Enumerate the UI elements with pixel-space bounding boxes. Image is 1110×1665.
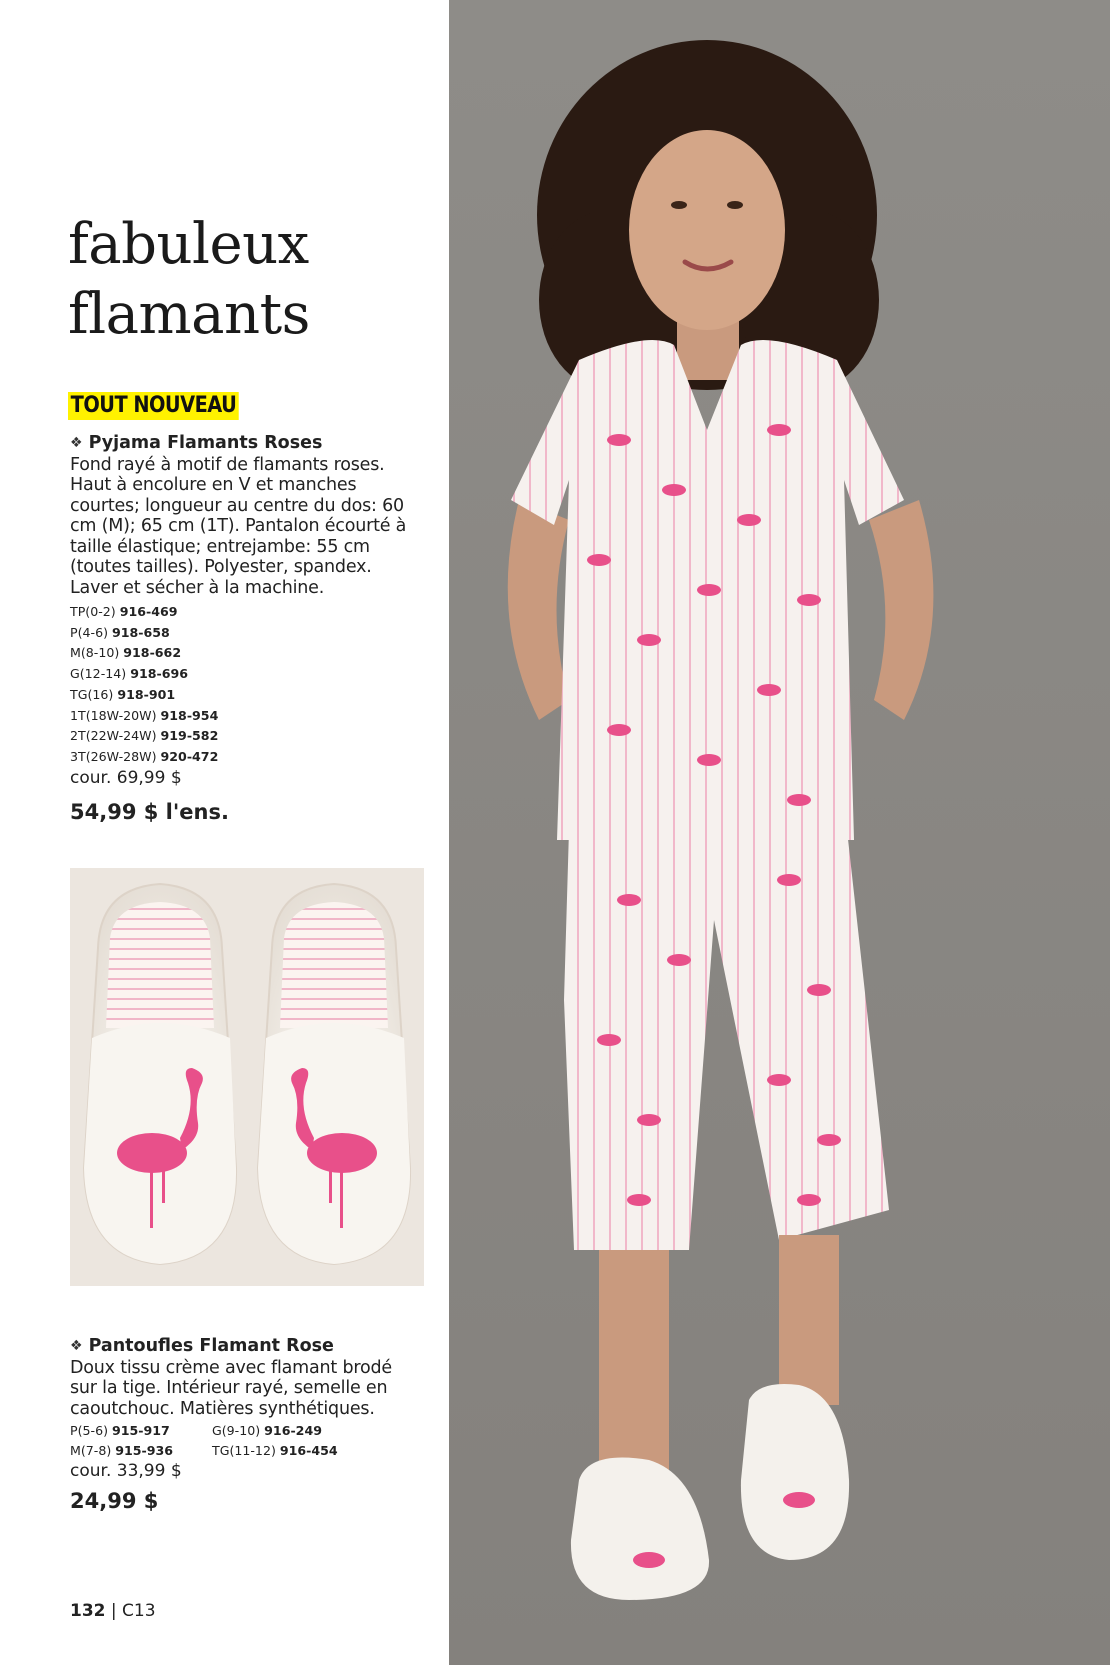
new-badge: TOUT NOUVEAU <box>68 392 239 420</box>
pyjama-regular-price: cour. 69,99 $ <box>70 767 182 788</box>
model-image <box>449 0 1110 1665</box>
slippers-title <box>70 1336 410 1357</box>
sku-row: P(4-6) 918-658 <box>70 624 170 640</box>
slippers-sale-price: 24,99 $ <box>70 1489 159 1513</box>
left-slipper <box>84 884 236 1264</box>
pyjama-product <box>70 433 410 825</box>
footer-separator: | <box>110 1601 117 1621</box>
headline-line-2: flamants <box>68 282 310 347</box>
pyjama-title <box>70 433 410 454</box>
page-number: 132 <box>70 1601 106 1621</box>
catalog-code: C13 <box>122 1601 156 1621</box>
pyjama-sale-price: 54,99 $ l'ens. <box>70 799 229 824</box>
slippers-sku-grid <box>70 1421 410 1461</box>
page-footer <box>70 1601 156 1621</box>
sku-row: TG(11-12) 916-454 <box>212 1443 338 1458</box>
slippers-image <box>70 868 424 1286</box>
sku-row: TP(0-2) 916-469 <box>70 604 178 619</box>
sku-row: 3T(26W-28W) 920-472 <box>70 748 219 764</box>
sku-row: G(12-14) 918-696 <box>70 666 188 682</box>
diamond-bullet-icon: ❖ <box>70 1338 83 1354</box>
sku-row: 2T(22W-24W) 919-582 <box>70 728 219 744</box>
headline-line-1: fabuleux <box>68 212 309 277</box>
right-slipper <box>258 884 410 1264</box>
slippers-photo <box>70 868 424 1286</box>
slippers-regular-price: cour. 33,99 $ <box>70 1461 182 1481</box>
pyjama-description: Fond rayé à motif de flamants roses. Haut à encolure en V et manches courtes; longueur au centre du dos: 60 cm (M); 65 cm (1T). Pantalon écourté à taille élastique; entrejambe: 55 cm (toutes tailles). Polyester, spandex. Laver et sécher à la machine. <box>70 454 407 598</box>
sku-row: M(7-8) 915-936 <box>70 1443 174 1458</box>
slippers-product <box>70 1336 410 1514</box>
sku-row: TG(16) 918-901 <box>70 686 176 702</box>
diamond-bullet-icon: ❖ <box>70 435 83 451</box>
sku-row: P(5-6) 915-917 <box>70 1423 170 1438</box>
left-column <box>0 0 449 1665</box>
slippers-description: Doux tissu crème avec flamant brodé sur la tige. Intérieur rayé, semelle en caoutchouc. Matières synthétiques. <box>70 1357 392 1419</box>
pyjama-sku-list <box>70 602 410 768</box>
slippers-name: Pantoufles Flamant Rose <box>88 1336 334 1356</box>
page-headline <box>68 210 428 350</box>
sku-row: M(8-10) 918-662 <box>70 645 182 661</box>
model-photo <box>449 0 1110 1665</box>
pyjama-name: Pyjama Flamants Roses <box>88 433 323 453</box>
sku-row: 1T(18W-20W) 918-954 <box>70 707 219 723</box>
sku-row: G(9-10) 916-249 <box>212 1423 322 1438</box>
